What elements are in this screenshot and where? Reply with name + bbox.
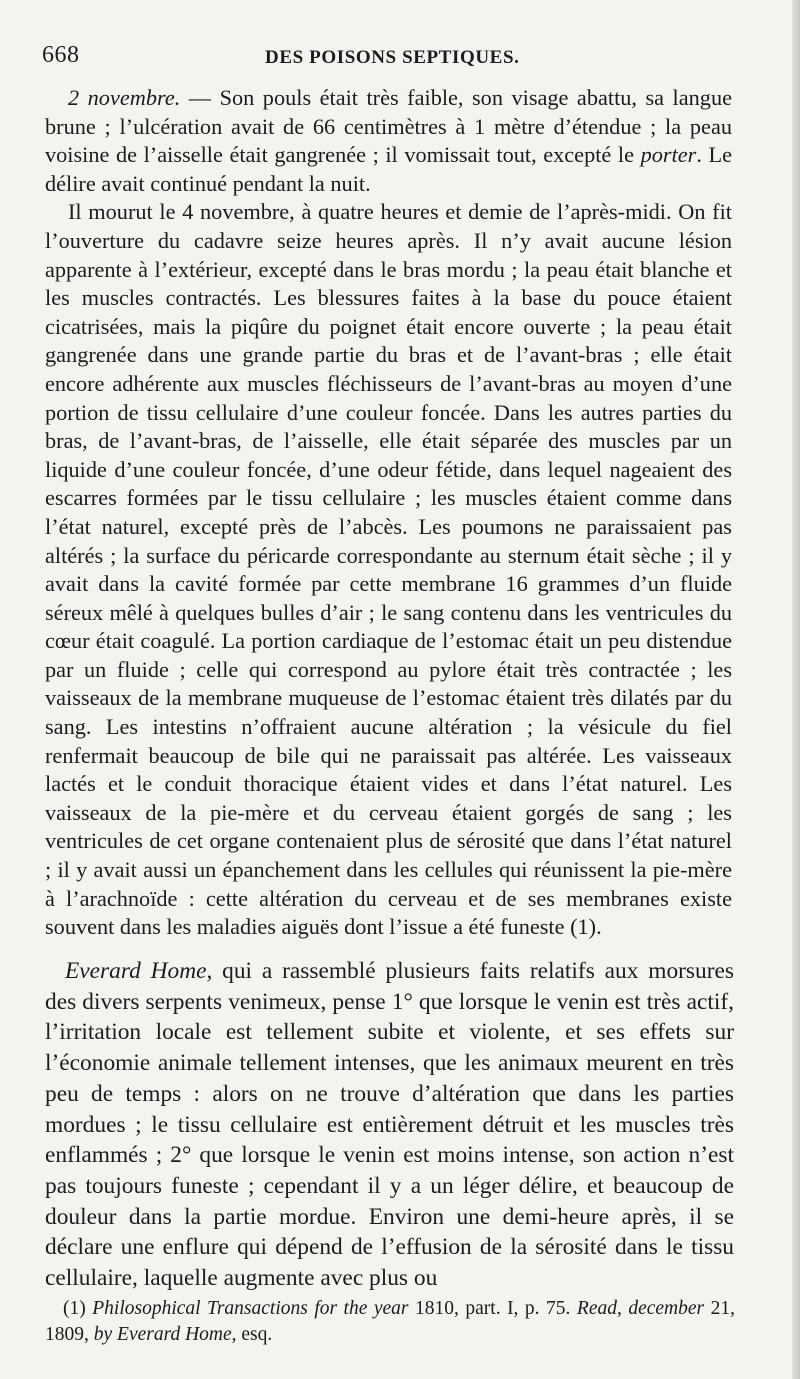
paragraph-everard-home <box>45 956 734 1294</box>
page-number: 668 <box>42 42 80 68</box>
paragraph-text-end: . Le délire avait continué pendant la nuit. <box>45 142 732 196</box>
footnote-source-title: Philosophical Transactions for the year <box>92 1298 409 1319</box>
paragraph-text: Il mourut le 4 novembre, à quatre heures et demie de l’après-midi. On fit l’ouverture du cadavre seize heures après. Il n’y avait aucune lésion apparente à l’extérieur, excepté dans le bras mordu ; la peau était blanche et les muscles contractés. Les blessures faites à la base du pouce étaient cicatrisées, mais la piqûre du poignet était encore ouverte ; la peau était gangrenée dans une grande partie du bras et de l’avant-bras ; elle était encore adhérente aux muscles fléchisseurs de l’avant-bras au moyen d’une portion de tissu cellulaire d’une couleur foncée. Dans les autres parties du bras, de l’avant-bras, de l’aisselle, elle était séparée des muscles par un liquide d’une couleur foncée, d’une odeur fétide, dans lequel nageaient des escarres formées par le tissu cellulaire ; les muscles étaient comme dans l’état naturel, excepté près de l’abcès. Les poumons ne paraissaient pas altérés ; la surface du péricarde correspondante au sternum était sèche ; il y avait dans la cavité formée par cette membrane 16 grammes d’un fluide séreux mêlé à quelques bulles d’air ; le sang contenu dans les ventricules du cœur était coagulé. La portion cardiaque de l’estomac était un peu distendue par un fluide ; celle qui correspond au pylore était très contractée ; les vaisseaux de la membrane muqueuse de l’estomac étaient très dilatés par du sang. Les intestins n’offraient aucune altération ; la vésicule du fiel renfermait beaucoup de bile qui ne paraissait pas altérée. Les vaisseaux lactés et le conduit thoracique étaient vides et dans l’état naturel. Les vaisseaux de la pie-mère et du cerveau étaient gorgés de sang ; les ventricules de cet organe contenaient plus de sérosité que dans l’état naturel ; il y avait aussi un épanchement dans les cellules qui réunissent la pie-mère à l’arachnoïde : cette altération du cerveau et de ses membranes existe souvent dans les maladies aiguës dont l’issue a été funeste (1). <box>45 199 732 940</box>
footnote-marker: (1) <box>63 1298 93 1319</box>
paragraph-november-2 <box>45 84 732 198</box>
page-edge-shadow <box>792 0 800 1379</box>
author-name: Everard Home <box>65 958 207 984</box>
footnote-text: 1810, part. I, p. 75. <box>408 1298 577 1319</box>
page-header <box>40 42 740 72</box>
footnote-text: 21, 1809, <box>45 1298 736 1345</box>
footnote <box>45 1296 735 1348</box>
footnote-1 <box>45 1296 735 1348</box>
paragraph-autopsy <box>45 198 732 941</box>
date-label: 2 novembre. <box>68 85 181 110</box>
footnote-read: Read, december <box>576 1298 705 1319</box>
italic-word-porter: porter <box>640 142 697 168</box>
running-title: DES POISONS SEPTIQUES. <box>265 47 520 68</box>
footnote-author: by Everard Home, <box>93 1324 237 1345</box>
body-text-top <box>45 84 732 942</box>
footnote-text: esq. <box>236 1324 273 1345</box>
paragraph-text: , qui a rassemblé plusieurs faits relatifs aux morsures des divers serpents venimeux, pense 1° que lorsque le venin est très actif, l’irritation locale est tellement subite et violente, et ses effets sur l’économie animale tellement intenses, que les animaux meurent en très peu de temps : alors on ne trouve d’altération que dans les parties mordues ; le tissu cellulaire est entièrement détruit et les muscles très enflammés ; 2° que lorsque le venin est moins intense, son action n’est pas toujours funeste ; cependant il y a un léger délire, et beaucoup de douleur dans la partie mordue. Environ une demi-heure après, il se déclare une enflure qui dépend de l’effusion de la sérosité dans le tissu cellulaire, laquelle augmente avec plus ou <box>45 958 734 1292</box>
paragraph-text: — Son pouls était très faible, son visage abattu, sa langue brune ; l’ulcération avait de 66 centimètres à 1 mètre d’étendue ; la peau voisine de l’aisselle était gangrenée ; il vomissait tout, excepté le <box>45 85 732 168</box>
body-text-bottom <box>45 956 734 1294</box>
